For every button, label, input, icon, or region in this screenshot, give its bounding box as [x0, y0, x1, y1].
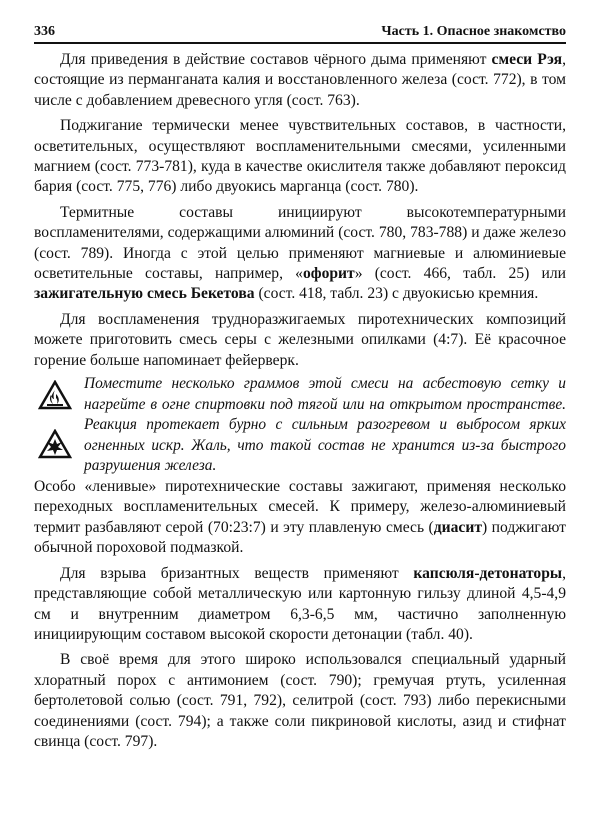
- term-detonator-caps: капсюля-детонаторы: [413, 564, 563, 582]
- fire-warning-icon: [38, 380, 72, 410]
- text: ) поджигают обычной пороховой подмазкой.: [34, 518, 566, 557]
- chapter-title: Часть 1. Опасное знакомство: [381, 24, 566, 39]
- warning-block: [34, 374, 566, 477]
- explosion-warning-icon: [38, 429, 72, 459]
- running-header: [34, 24, 566, 44]
- paragraph-7: В своё время для этого широко использовался специальный ударный хлоратный порох с антимонием (сост. 790); гремучая ртуть, усиленная бертолетовой солью (сост. 791, 792), селитрой (сост. 793) либо перекисными соединениями (сост. 794); а также соли пикриновой кислоты, азид и стифнат свинца (сост. 797).: [34, 651, 566, 750]
- book-page: [34, 24, 566, 752]
- text: Для приведения в действие составов чёрного дыма применяют: [60, 51, 492, 68]
- text: (сост. 418, табл. 23) с двуокисью кремния.: [254, 285, 539, 303]
- paragraph-3: [34, 203, 566, 305]
- paragraph-5: [34, 477, 566, 559]
- term-rey-mixture: смеси Рэя: [491, 51, 563, 68]
- term-oforit: офорит: [302, 265, 355, 283]
- term-beketov-mixture: зажигательную смесь Бекетова: [34, 285, 255, 303]
- paragraph-4: Для воспламенения трудноразжигаемых пиротехнических композиций можете приготовить смесь серы с железными опилками (4:7). Её красочное горение больше напоминает фейерверк.: [34, 310, 566, 369]
- paragraph-2: Поджигание термически менее чувствительных составов, в частности, осветительных, осуществляют воспламенительными смесями, усиленными магнием (сост. 773-781), куда в качестве окислителя также добавляют пероксид бария (сост. 775, 776) либо двуокись марганца (сост. 780).: [34, 117, 566, 196]
- warning-text: Поместите несколько граммов этой смеси на асбестовую сетку и нагрейте в огне спиртовки под тягой или на открытом пространстве. Реакция протекает бурно с сильным разогревом и выбросом ярких огненных искр. Жаль, что такой состав не хранится из-за быстрого разрушения железа.: [84, 375, 566, 475]
- warning-icons: [34, 374, 84, 477]
- term-diasit: диасит: [433, 518, 482, 536]
- paragraph-1: [34, 50, 566, 111]
- text: Термитные составы инициируют высокотемпературными воспламенителями, содержащими алюминий (сост. 780, 783-788) и даже железо (сост. 789). Иногда с этой целью применяют магниевые и алюминиевые осветительные составы, например, «: [34, 203, 566, 283]
- text: Особо «ленивые» пиротехнические составы зажигают, применяя несколько переходных воспламенительных смесей. К примеру, железо-алюминиевый термит разбавляют серой (70:23:7) и эту плавленую смесь (: [34, 478, 566, 536]
- text: Для взрыва бризантных веществ применяют: [60, 564, 414, 582]
- paragraph-6: [34, 564, 566, 646]
- page-number: 336: [34, 24, 55, 39]
- text: , состоящие из перманганата калия и восстановленного железа (сост. 772), в том числе с добавлением древесного угля (сост. 763).: [34, 51, 566, 109]
- text: » (сост. 466, табл. 25) или: [354, 265, 566, 283]
- text: , представляющие собой металлическую или картонную гильзу длиной 4,5-4,9 см и внутренним диаметром 6,3-6,5 мм, частично заполненную инициирующим составом высокой скорости детонации (табл. 40).: [34, 564, 566, 643]
